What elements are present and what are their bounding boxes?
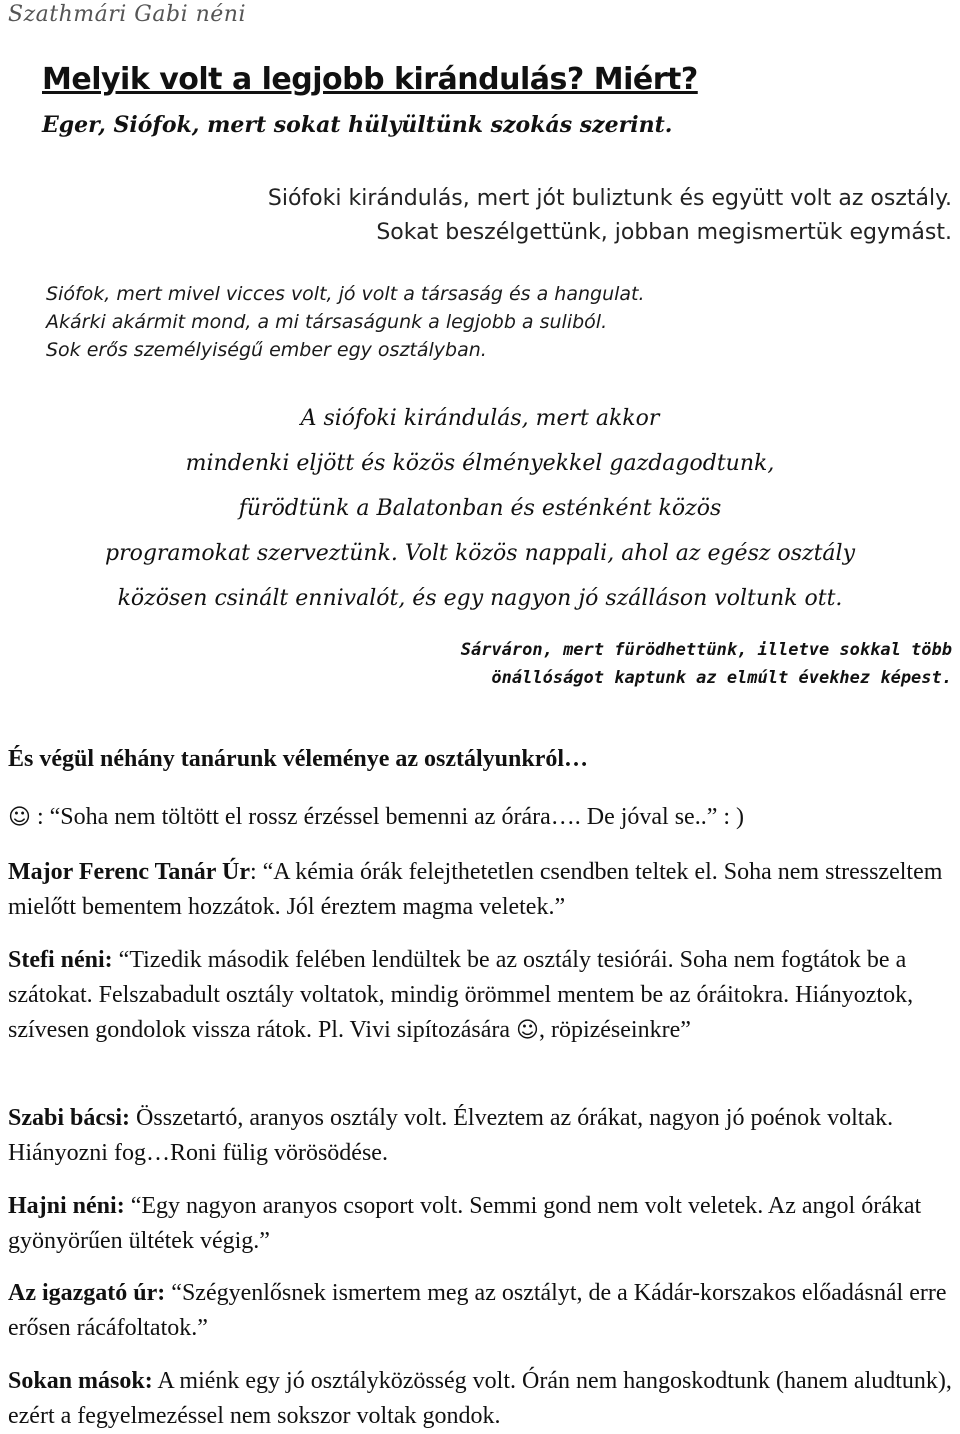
answer-line: Sokat beszélgettünk, jobban megismertük egymást. bbox=[376, 220, 952, 245]
quote-speaker: Hajni néni: bbox=[8, 1193, 125, 1219]
answer-line: fürödtünk a Balatonban és esténként közös bbox=[238, 496, 722, 521]
answer-line: Siófok, mert mivel vicces volt, jó volt a társaság és a hangulat. bbox=[46, 283, 645, 305]
answer-line: Sárváron, mert fürödhettünk, illetve sokkal több bbox=[460, 640, 952, 660]
quote-text: “Egy nagyon aranyos csoport volt. Semmi gond nem volt veletek. Az angol órákat gyönyörűen ültétek végig.” bbox=[8, 1193, 922, 1254]
answer-siofok-kozos bbox=[0, 396, 960, 621]
quote-speaker: Szabi bácsi: bbox=[8, 1105, 131, 1131]
quote-text: : “Soha nem töltött el rossz érzéssel bemenni az órára…. De jóval se..” : ) bbox=[36, 804, 745, 830]
header-name: Szathmári Gabi néni bbox=[8, 2, 247, 27]
quote-text: “Tizedik második felében lendültek be az osztály tesiórái. Soha nem fogtátok be a szátokat. Felszabadult osztály voltatok, mindig örömmel mentem be az óráitokra. Hiányoztok, szívesen gondolok vissza rátok. Pl. Vivi sipítozására bbox=[8, 947, 914, 1043]
answer-line: Akárki akármit mond, a mi társaságunk a legjobb a suliból. bbox=[46, 311, 608, 333]
teacher-quote-anonymous bbox=[8, 800, 952, 835]
quote-text-after: , röpizéseinkre” bbox=[538, 1017, 691, 1043]
quote-text: : “A kémia órák felejthetetlen csendben teltek el. Soha nem stresszeltem mielőtt bementem hozzátok. Jól éreztem magma veletek.” bbox=[8, 859, 943, 920]
answer-line: mindenki eljött és közös élményekkel gazdagodtunk, bbox=[185, 451, 775, 476]
teacher-quote-igazgato bbox=[8, 1276, 952, 1346]
answer-siofok-buli bbox=[52, 182, 952, 250]
quote-speaker: Sokan mások: bbox=[8, 1368, 153, 1394]
quote-text: A miénk egy jó osztályközösség volt. Órán nem hangoskodtunk (hanem aludtunk), ezért a fegyelmezéssel nem sokszor voltak gondok. bbox=[8, 1368, 952, 1429]
quote-speaker: Az igazgató úr: bbox=[8, 1280, 166, 1306]
teacher-quote-hajni bbox=[8, 1189, 952, 1259]
quote-text: Összetartó, aranyos osztály volt. Élveztem az órákat, nagyon jó poénok voltak. Hiányozni fog…Roni fülig vörösödése. bbox=[8, 1105, 894, 1166]
answer-line: programokat szerveztünk. Volt közös nappali, ahol az egész osztály bbox=[104, 541, 855, 566]
answer-line: önállóságot kaptunk az elmúlt évekhez képest. bbox=[491, 668, 952, 688]
answer-line: Sok erős személyiségű ember egy osztályban. bbox=[46, 339, 487, 361]
answer-line: közösen csinált ennivalót, és egy nagyon jó szálláson voltunk ott. bbox=[117, 586, 843, 611]
answer-line: A siófoki kirándulás, mert akkor bbox=[300, 406, 660, 431]
teachers-section-title: És végül néhány tanárunk véleménye az osztályunkról… bbox=[8, 746, 589, 772]
quote-text: “Szégyenlősnek ismertem meg az osztályt, de a Kádár-korszakos előadásnál erre erősen rácáfoltatok.” bbox=[8, 1280, 947, 1341]
answer-line: Siófoki kirándulás, mert jót buliztunk és együtt volt az osztály. bbox=[267, 186, 952, 211]
quote-speaker: Major Ferenc Tanár Úr bbox=[8, 859, 250, 885]
main-question: Melyik volt a legjobb kirándulás? Miért? bbox=[42, 62, 698, 97]
answer-sarvar bbox=[52, 636, 952, 692]
smiley-icon: ☺ bbox=[516, 1018, 539, 1043]
teacher-quote-szabi bbox=[8, 1101, 952, 1171]
quote-speaker: Stefi néni: bbox=[8, 947, 113, 973]
teacher-quote-major-ferenc bbox=[8, 855, 952, 925]
teacher-quote-stefi bbox=[8, 943, 952, 1048]
smiley-icon: ☺ bbox=[8, 805, 31, 830]
answer-eger-siofok: Eger, Siófok, mert sokat hülyültünk szokás szerint. bbox=[42, 112, 673, 138]
teacher-quote-sokan-masok bbox=[8, 1364, 952, 1434]
answer-siofok-vicces bbox=[46, 280, 645, 364]
